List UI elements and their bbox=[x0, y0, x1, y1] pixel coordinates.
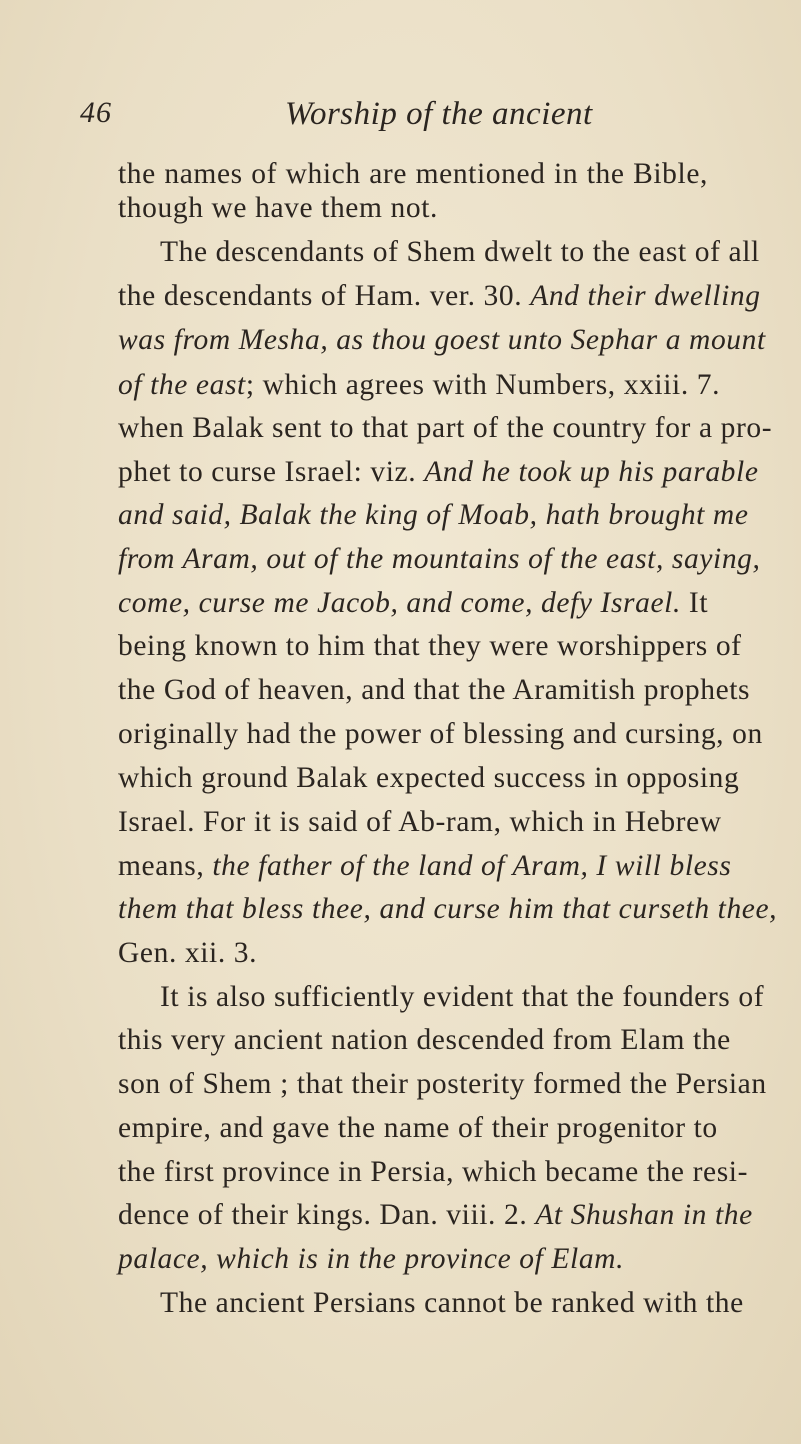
text-line bbox=[118, 456, 759, 488]
italic-text: palace, which is in the province of Elam. bbox=[118, 1243, 625, 1275]
text-line bbox=[160, 981, 765, 1013]
text-line bbox=[118, 1112, 718, 1144]
roman-text: The descendants of Shem dwelt to the east of all bbox=[160, 236, 760, 268]
text-line bbox=[118, 589, 708, 619]
roman-text: Israel. For it is said of Ab-ram, which in Hebrew bbox=[118, 806, 722, 838]
roman-text: It bbox=[680, 587, 709, 619]
roman-text: empire, and gave the name of their progenitor to bbox=[118, 1112, 718, 1144]
italic-text: them that bless thee, and curse him that curseth thee, bbox=[118, 893, 778, 925]
text-line bbox=[118, 160, 708, 190]
text-line bbox=[118, 1068, 767, 1100]
text-line bbox=[118, 893, 778, 925]
italic-text: come, curse me Jacob, and come, defy Israel. bbox=[118, 587, 681, 619]
text-line bbox=[118, 850, 732, 882]
italic-text: and said, Balak the king of Moab, hath brought me bbox=[118, 499, 749, 531]
roman-text: It is also sufficiently evident that the founders of bbox=[160, 981, 765, 1013]
text-line bbox=[118, 674, 751, 706]
italic-text: of the east bbox=[118, 369, 246, 401]
text-line bbox=[118, 762, 740, 794]
roman-text: the God of heaven, and that the Aramitish prophets bbox=[118, 674, 751, 706]
italic-text: the father of the land of Aram, I will bless bbox=[212, 850, 732, 882]
text-line bbox=[118, 324, 766, 356]
roman-text: which ground Balak expected success in opposing bbox=[118, 762, 740, 794]
text-line bbox=[118, 939, 257, 969]
roman-text: when Balak sent to that part of the country for a pro- bbox=[118, 412, 773, 444]
text-line bbox=[160, 236, 760, 268]
italic-text: was from Mesha, as thou goest unto Sephar a mount bbox=[118, 324, 766, 356]
roman-text: ; which agrees with Numbers, xxiii. 7. bbox=[245, 369, 721, 401]
text-line bbox=[118, 280, 761, 312]
italic-text: And he took up his parable bbox=[424, 456, 759, 488]
roman-text: the first province in Persia, which became the resi- bbox=[118, 1156, 749, 1188]
italic-text: And their dwelling bbox=[530, 280, 761, 312]
text-line bbox=[118, 1199, 753, 1231]
italic-text: from Aram, out of the mountains of the east, saying, bbox=[118, 543, 761, 575]
text-line bbox=[118, 806, 722, 838]
roman-text: phet to curse Israel: viz. bbox=[118, 456, 425, 488]
roman-text: this very ancient nation descended from Elam the bbox=[118, 1024, 731, 1056]
roman-text: son of Shem ; that their posterity formed the Persian bbox=[118, 1068, 767, 1100]
text-line bbox=[118, 1156, 749, 1188]
running-head bbox=[80, 96, 720, 136]
text-line bbox=[118, 1024, 731, 1056]
text-line bbox=[118, 194, 438, 224]
running-title: Worship of the ancient bbox=[285, 96, 593, 132]
text-line bbox=[118, 630, 742, 662]
roman-text: means, bbox=[118, 850, 213, 882]
text-line bbox=[118, 412, 773, 444]
text-line bbox=[118, 1245, 624, 1275]
roman-text: originally had the power of blessing and cursing, on bbox=[118, 718, 763, 750]
roman-text: though we have them not. bbox=[118, 192, 438, 224]
roman-text: dence of their kings. Dan. viii. 2. bbox=[118, 1199, 536, 1231]
text-line bbox=[160, 1287, 744, 1319]
text-line bbox=[118, 499, 749, 531]
text-line bbox=[118, 369, 721, 401]
roman-text: The ancient Persians cannot be ranked with the bbox=[160, 1287, 744, 1319]
italic-text: At Shushan in the bbox=[535, 1199, 753, 1231]
page-number: 46 bbox=[80, 96, 112, 129]
roman-text: the descendants of Ham. ver. 30. bbox=[118, 280, 531, 312]
text-line bbox=[118, 543, 761, 575]
roman-text: being known to him that they were worshippers of bbox=[118, 630, 742, 662]
roman-text: the names of which are mentioned in the Bible, bbox=[118, 158, 708, 190]
text-line bbox=[118, 718, 763, 750]
roman-text: Gen. xii. 3. bbox=[118, 937, 258, 969]
